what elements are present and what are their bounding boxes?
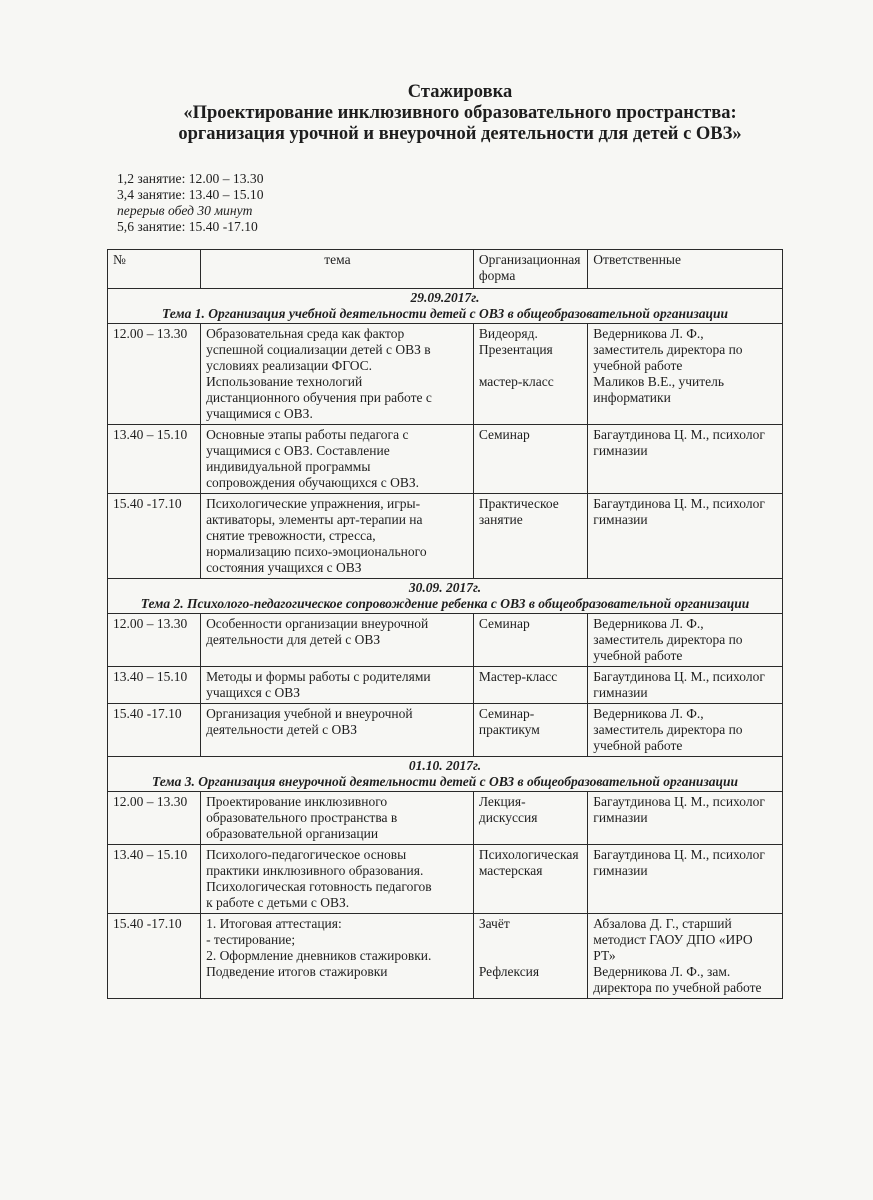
title-line-1: Стажировка xyxy=(407,82,513,102)
day-row xyxy=(108,757,783,792)
form-line: практикум xyxy=(478,722,540,737)
time-cell: 13.40 – 15.10 xyxy=(108,425,201,494)
session-schedule xyxy=(117,171,264,235)
topic-line: дистанционного обучения при работе с xyxy=(206,390,432,405)
responsible-line: методист ГАОУ ДПО «ИРО xyxy=(593,932,753,947)
responsible-line: учебной работе xyxy=(593,738,683,753)
responsible-cell xyxy=(588,324,783,425)
day-theme: Тема 2. Психолого-педагогическое сопровождение ребенка с ОВЗ в общеобразовательной организации xyxy=(140,596,750,611)
form-cell xyxy=(473,614,587,667)
form-line: Лекция- xyxy=(478,794,526,809)
topic-line: - тестирование; xyxy=(206,932,296,947)
form-line: дискуссия xyxy=(478,810,538,825)
time-cell: 13.40 – 15.10 xyxy=(108,845,201,914)
topic-line: Психолого-педагогическое основы xyxy=(206,847,407,862)
responsible-line: Багаутдинова Ц. М., психолог xyxy=(593,427,765,442)
responsible-line: Багаутдинова Ц. М., психолог xyxy=(593,794,765,809)
table-row xyxy=(108,914,783,999)
form-cell xyxy=(473,845,587,914)
topic-line: Основные этапы работы педагога с xyxy=(206,427,409,442)
day-header-cell xyxy=(108,757,783,792)
topic-line: практики инклюзивного образования. xyxy=(206,863,424,878)
title-line-2: «Проектирование инклюзивного образовательного пространства: xyxy=(183,103,737,123)
form-line: Зачёт xyxy=(478,916,510,931)
form-line: Мастер-класс xyxy=(478,669,558,684)
responsible-cell xyxy=(588,914,783,999)
topic-cell xyxy=(201,494,474,579)
title-line-3: организация урочной и внеурочной деятельности для детей с ОВЗ» xyxy=(178,124,742,144)
day-row xyxy=(108,579,783,614)
topic-line: к работе с детьми с ОВЗ. xyxy=(206,895,350,910)
header-topic: тема xyxy=(201,250,474,289)
responsible-line: Багаутдинова Ц. М., психолог xyxy=(593,496,765,511)
topic-line: состояния учащихся с ОВЗ xyxy=(206,560,362,575)
topic-cell xyxy=(201,667,474,704)
topic-line: Использование технологий xyxy=(206,374,363,389)
time-cell: 15.40 -17.10 xyxy=(108,494,201,579)
topic-line: 1. Итоговая аттестация: xyxy=(206,916,342,931)
topic-line: нормализацию психо-эмоционального xyxy=(206,544,427,559)
responsible-line: учебной работе xyxy=(593,648,683,663)
schedule-line-4: 5,6 занятие: 15.40 -17.10 xyxy=(117,219,258,234)
topic-line: Организация учебной и внеурочной xyxy=(206,706,413,721)
header-form xyxy=(473,250,587,289)
topic-cell xyxy=(201,704,474,757)
time-cell: 12.00 – 13.30 xyxy=(108,324,201,425)
responsible-line: заместитель директора по xyxy=(593,342,743,357)
topic-line: деятельности для детей с ОВЗ xyxy=(206,632,381,647)
schedule-line-2: 3,4 занятие: 13.40 – 15.10 xyxy=(117,187,264,202)
responsible-line: Ведерникова Л. Ф., xyxy=(593,326,704,341)
topic-cell xyxy=(201,614,474,667)
day-row xyxy=(108,289,783,324)
form-line: занятие xyxy=(478,512,523,527)
topic-line: учащихся с ОВЗ xyxy=(206,685,301,700)
table-header-row xyxy=(108,250,783,289)
responsible-cell xyxy=(588,425,783,494)
form-line: Видеоряд. xyxy=(478,326,538,341)
responsible-line: заместитель директора по xyxy=(593,632,743,647)
responsible-line: учебной работе xyxy=(593,358,683,373)
responsible-cell xyxy=(588,614,783,667)
table-row xyxy=(108,324,783,425)
topic-line: Особенности организации внеурочной xyxy=(206,616,429,631)
document-title xyxy=(100,82,820,145)
form-line: Семинар- xyxy=(478,706,535,721)
table-row xyxy=(108,614,783,667)
form-line: Практическое xyxy=(478,496,559,511)
table-row xyxy=(108,425,783,494)
responsible-cell xyxy=(588,704,783,757)
day-header-cell xyxy=(108,289,783,324)
table-row xyxy=(108,494,783,579)
schedule-break-line: перерыв обед 30 минут xyxy=(117,203,253,218)
form-line: Рефлексия xyxy=(478,964,540,979)
topic-line: активаторы, элементы арт-терапии на xyxy=(206,512,423,527)
form-cell xyxy=(473,324,587,425)
form-cell xyxy=(473,792,587,845)
table-row xyxy=(108,792,783,845)
header-form-line-1: Организационная xyxy=(478,252,581,267)
responsible-line: Маликов В.Е., учитель xyxy=(593,374,725,389)
topic-line: Психологическая готовность педагогов xyxy=(206,879,432,894)
day-date: 29.09.2017г. xyxy=(410,290,480,305)
form-line xyxy=(479,948,583,964)
responsible-cell xyxy=(588,792,783,845)
form-line: мастер-класс xyxy=(478,374,554,389)
time-cell: 15.40 -17.10 xyxy=(108,914,201,999)
responsible-cell xyxy=(588,494,783,579)
time-cell: 12.00 – 13.30 xyxy=(108,792,201,845)
responsible-line: информатики xyxy=(593,390,671,405)
topic-line: деятельности детей с ОВЗ xyxy=(206,722,357,737)
day-theme: Тема 3. Организация внеурочной деятельности детей с ОВЗ в общеобразовательной организации xyxy=(152,774,738,789)
header-num: № xyxy=(108,250,201,289)
topic-line: успешной социализации детей с ОВЗ в xyxy=(206,342,431,357)
responsible-cell xyxy=(588,667,783,704)
form-cell xyxy=(473,494,587,579)
form-cell xyxy=(473,704,587,757)
day-theme: Тема 1. Организация учебной деятельности детей с ОВЗ в общеобразовательной организации xyxy=(161,306,729,321)
topic-cell xyxy=(201,845,474,914)
responsible-line: гимназии xyxy=(593,443,648,458)
form-line: Семинар xyxy=(478,427,530,442)
day-date: 30.09. 2017г. xyxy=(408,580,482,595)
topic-cell xyxy=(201,324,474,425)
time-cell: 12.00 – 13.30 xyxy=(108,614,201,667)
topic-line: образовательной организации xyxy=(206,826,379,841)
topic-line: учащимися с ОВЗ. Составление xyxy=(206,443,390,458)
topic-line: индивидуальной программы xyxy=(206,459,371,474)
responsible-line: Ведерникова Л. Ф., зам. xyxy=(593,964,731,979)
form-line: мастерская xyxy=(478,863,543,878)
time-cell: 13.40 – 15.10 xyxy=(108,667,201,704)
form-line: Семинар xyxy=(478,616,530,631)
form-line xyxy=(479,932,583,948)
table-row xyxy=(108,704,783,757)
topic-cell xyxy=(201,792,474,845)
day-header-cell xyxy=(108,579,783,614)
topic-line: снятие тревожности, стресса, xyxy=(206,528,376,543)
table-row xyxy=(108,845,783,914)
topic-line: Методы и формы работы с родителями xyxy=(206,669,431,684)
responsible-line: Ведерникова Л. Ф., xyxy=(593,616,704,631)
responsible-line: гимназии xyxy=(593,810,648,825)
topic-line: Проектирование инклюзивного xyxy=(206,794,388,809)
responsible-line: директора по учебной работе xyxy=(593,980,762,995)
responsible-line: РТ» xyxy=(593,948,616,963)
topic-line: Психологические упражнения, игры- xyxy=(206,496,421,511)
form-cell xyxy=(473,425,587,494)
responsible-line: Багаутдинова Ц. М., психолог xyxy=(593,669,765,684)
responsible-line: заместитель директора по xyxy=(593,722,743,737)
header-responsible: Ответственные xyxy=(588,250,783,289)
form-cell xyxy=(473,667,587,704)
topic-line: условиях реализации ФГОС. xyxy=(206,358,373,373)
responsible-line: Абзалова Д. Г., старший xyxy=(593,916,732,931)
form-cell xyxy=(473,914,587,999)
time-cell: 15.40 -17.10 xyxy=(108,704,201,757)
topic-cell xyxy=(201,914,474,999)
form-line: Презентация xyxy=(478,342,553,357)
schedule-line-1: 1,2 занятие: 12.00 – 13.30 xyxy=(117,171,264,186)
topic-line: образовательного пространства в xyxy=(206,810,398,825)
responsible-cell xyxy=(588,845,783,914)
topic-line: Образовательная среда как фактор xyxy=(206,326,405,341)
topic-line: учащимися с ОВЗ. xyxy=(206,406,313,421)
responsible-line: гимназии xyxy=(593,685,648,700)
form-line: Психологическая xyxy=(478,847,579,862)
day-date: 01.10. 2017г. xyxy=(408,758,482,773)
topic-cell xyxy=(201,425,474,494)
program-table xyxy=(107,249,783,999)
responsible-line: гимназии xyxy=(593,512,648,527)
topic-line: сопровождения обучающихся с ОВЗ. xyxy=(206,475,419,490)
responsible-line: Ведерникова Л. Ф., xyxy=(593,706,704,721)
topic-line: 2. Оформление дневников стажировки. xyxy=(206,948,432,963)
topic-line: Подведение итогов стажировки xyxy=(206,964,388,979)
form-line xyxy=(479,358,583,374)
responsible-line: гимназии xyxy=(593,863,648,878)
responsible-line: Багаутдинова Ц. М., психолог xyxy=(593,847,765,862)
table-row xyxy=(108,667,783,704)
table-body xyxy=(108,289,783,999)
header-form-line-2: форма xyxy=(478,268,516,283)
